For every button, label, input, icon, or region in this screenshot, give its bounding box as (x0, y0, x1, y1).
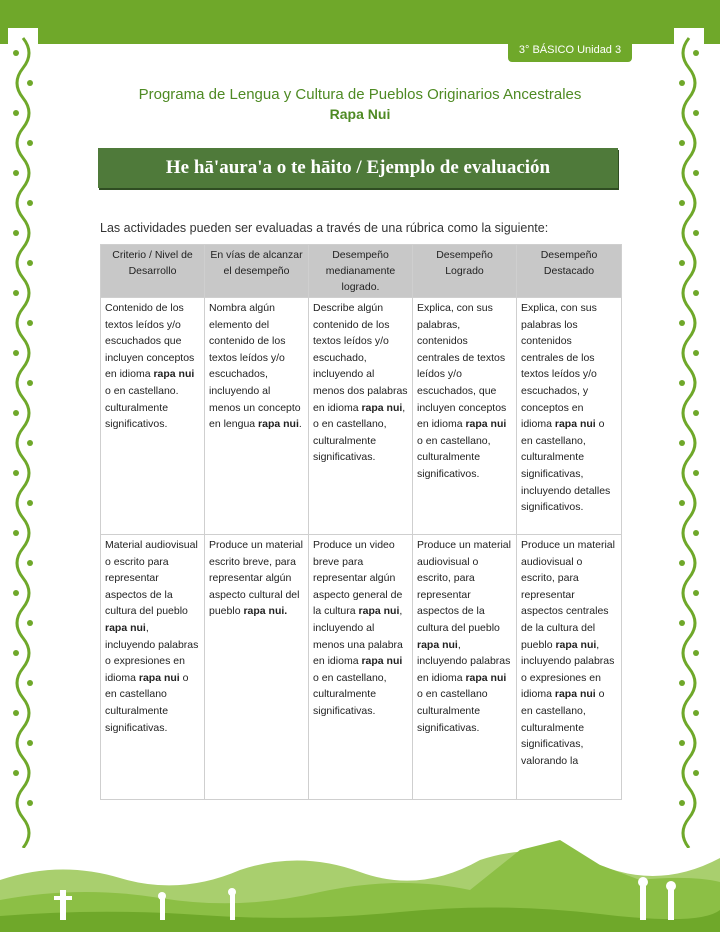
emphasis-text: rapa nui (465, 418, 507, 431)
table-row (101, 535, 622, 800)
emphasis-text: rapa nui (417, 638, 458, 651)
rapa-nui-pattern-icon (674, 28, 704, 848)
table-cell: Produce un material audiovisual o escrito, para representar aspectos de la cultura del pueblo rapa nui, incluyendo palabras en idioma rapa nui o en castellano culturalmente significativas. (413, 535, 517, 800)
program-subtitle: Rapa Nui (329, 106, 391, 122)
emphasis-text: rapa nui (361, 655, 403, 668)
emphasis-text: rapa nui (554, 418, 596, 431)
emphasis-text: rapa nui (361, 401, 403, 414)
intro-text: Las actividades pueden ser evaluadas a través de una rúbrica como la siguiente: (100, 221, 549, 235)
emphasis-text: rapa nui (555, 638, 597, 651)
table-cell: Material audiovisual o escrito para representar aspectos de la cultura del pueblo rapa nui, incluyendo palabras o expresiones en idioma rapa nui o en castellano culturalmente significativas. (101, 535, 205, 800)
emphasis-text: rapa nui (465, 671, 507, 684)
rapa-nui-pattern-icon (8, 28, 38, 848)
table-row (101, 298, 622, 535)
header-band (0, 0, 720, 44)
table-header-cell: En vías de alcanzar el desempeño (205, 245, 309, 298)
table-cell: Explica, con sus palabras, contenidos centrales de textos leídos y/o escuchados, que incluyen conceptos en idioma rapa nui o en castellano, culturalmente significativos. (413, 298, 517, 535)
table-cell: Contenido de los textos leídos y/o escuchados que incluyen conceptos en idioma rapa nui o en castellano. culturalmente significativos. (101, 298, 205, 535)
table-cell: Produce un material escrito breve, para representar algún aspecto cultural del pueblo rapa nui. (205, 535, 309, 800)
table-cell: Produce un material audiovisual o escrito, para representar aspectos centrales de la cultura del pueblo rapa nui, incluyendo palabras o expresiones en idioma rapa nui o en castellano, culturalmente significativas, valorando la (517, 535, 622, 800)
emphasis-text: rapa nui (358, 605, 400, 618)
emphasis-text: rapa nui (258, 418, 299, 431)
table-header-cell: Desempeño Logrado (413, 245, 517, 298)
emphasis-text: rapa nui (554, 688, 596, 701)
section-banner: He hā'aura'a o te hāito / Ejemplo de evaluación (98, 148, 618, 188)
table-header-cell: Desempeño Destacado (517, 245, 622, 298)
table-header-cell: Desempeño medianamente logrado. (309, 245, 413, 298)
emphasis-text: rapa nui. (243, 605, 288, 618)
emphasis-text: rapa nui (153, 368, 195, 381)
landscape-silhouette-icon (0, 820, 720, 932)
table-cell: Explica, con sus palabras los contenidos centrales de los textos leídos y/o escuchados, y conceptos en idioma rapa nui o en castellano, culturalmente significativas, incluyendo detalles significativos. (517, 298, 622, 535)
table-cell: Describe algún contenido de los textos leídos y/o escuchado, incluyendo al menos dos palabras en idioma rapa nui, o en castellano, culturalmente significativas. (309, 298, 413, 535)
table-header-row (101, 245, 622, 298)
table-header-cell: Criterio / Nivel de Desarrollo (101, 245, 205, 298)
emphasis-text: rapa nui (105, 621, 146, 634)
grade-unit-badge: 3° BÁSICO Unidad 3 (508, 40, 632, 62)
rubric-table (100, 244, 622, 800)
table-cell: Produce un video breve para representar algún aspecto general de la cultura rapa nui, incluyendo al menos una palabra en idioma rapa nui o en castellano, culturalmente significativas. (309, 535, 413, 800)
table-cell: Nombra algún elemento del contenido de los textos leídos y/o escuchados, incluyendo al menos un concepto en lengua rapa nui. (205, 298, 309, 535)
program-title: Programa de Lengua y Cultura de Pueblos Originarios Ancestrales (138, 86, 582, 103)
emphasis-text: rapa nui (138, 671, 180, 684)
